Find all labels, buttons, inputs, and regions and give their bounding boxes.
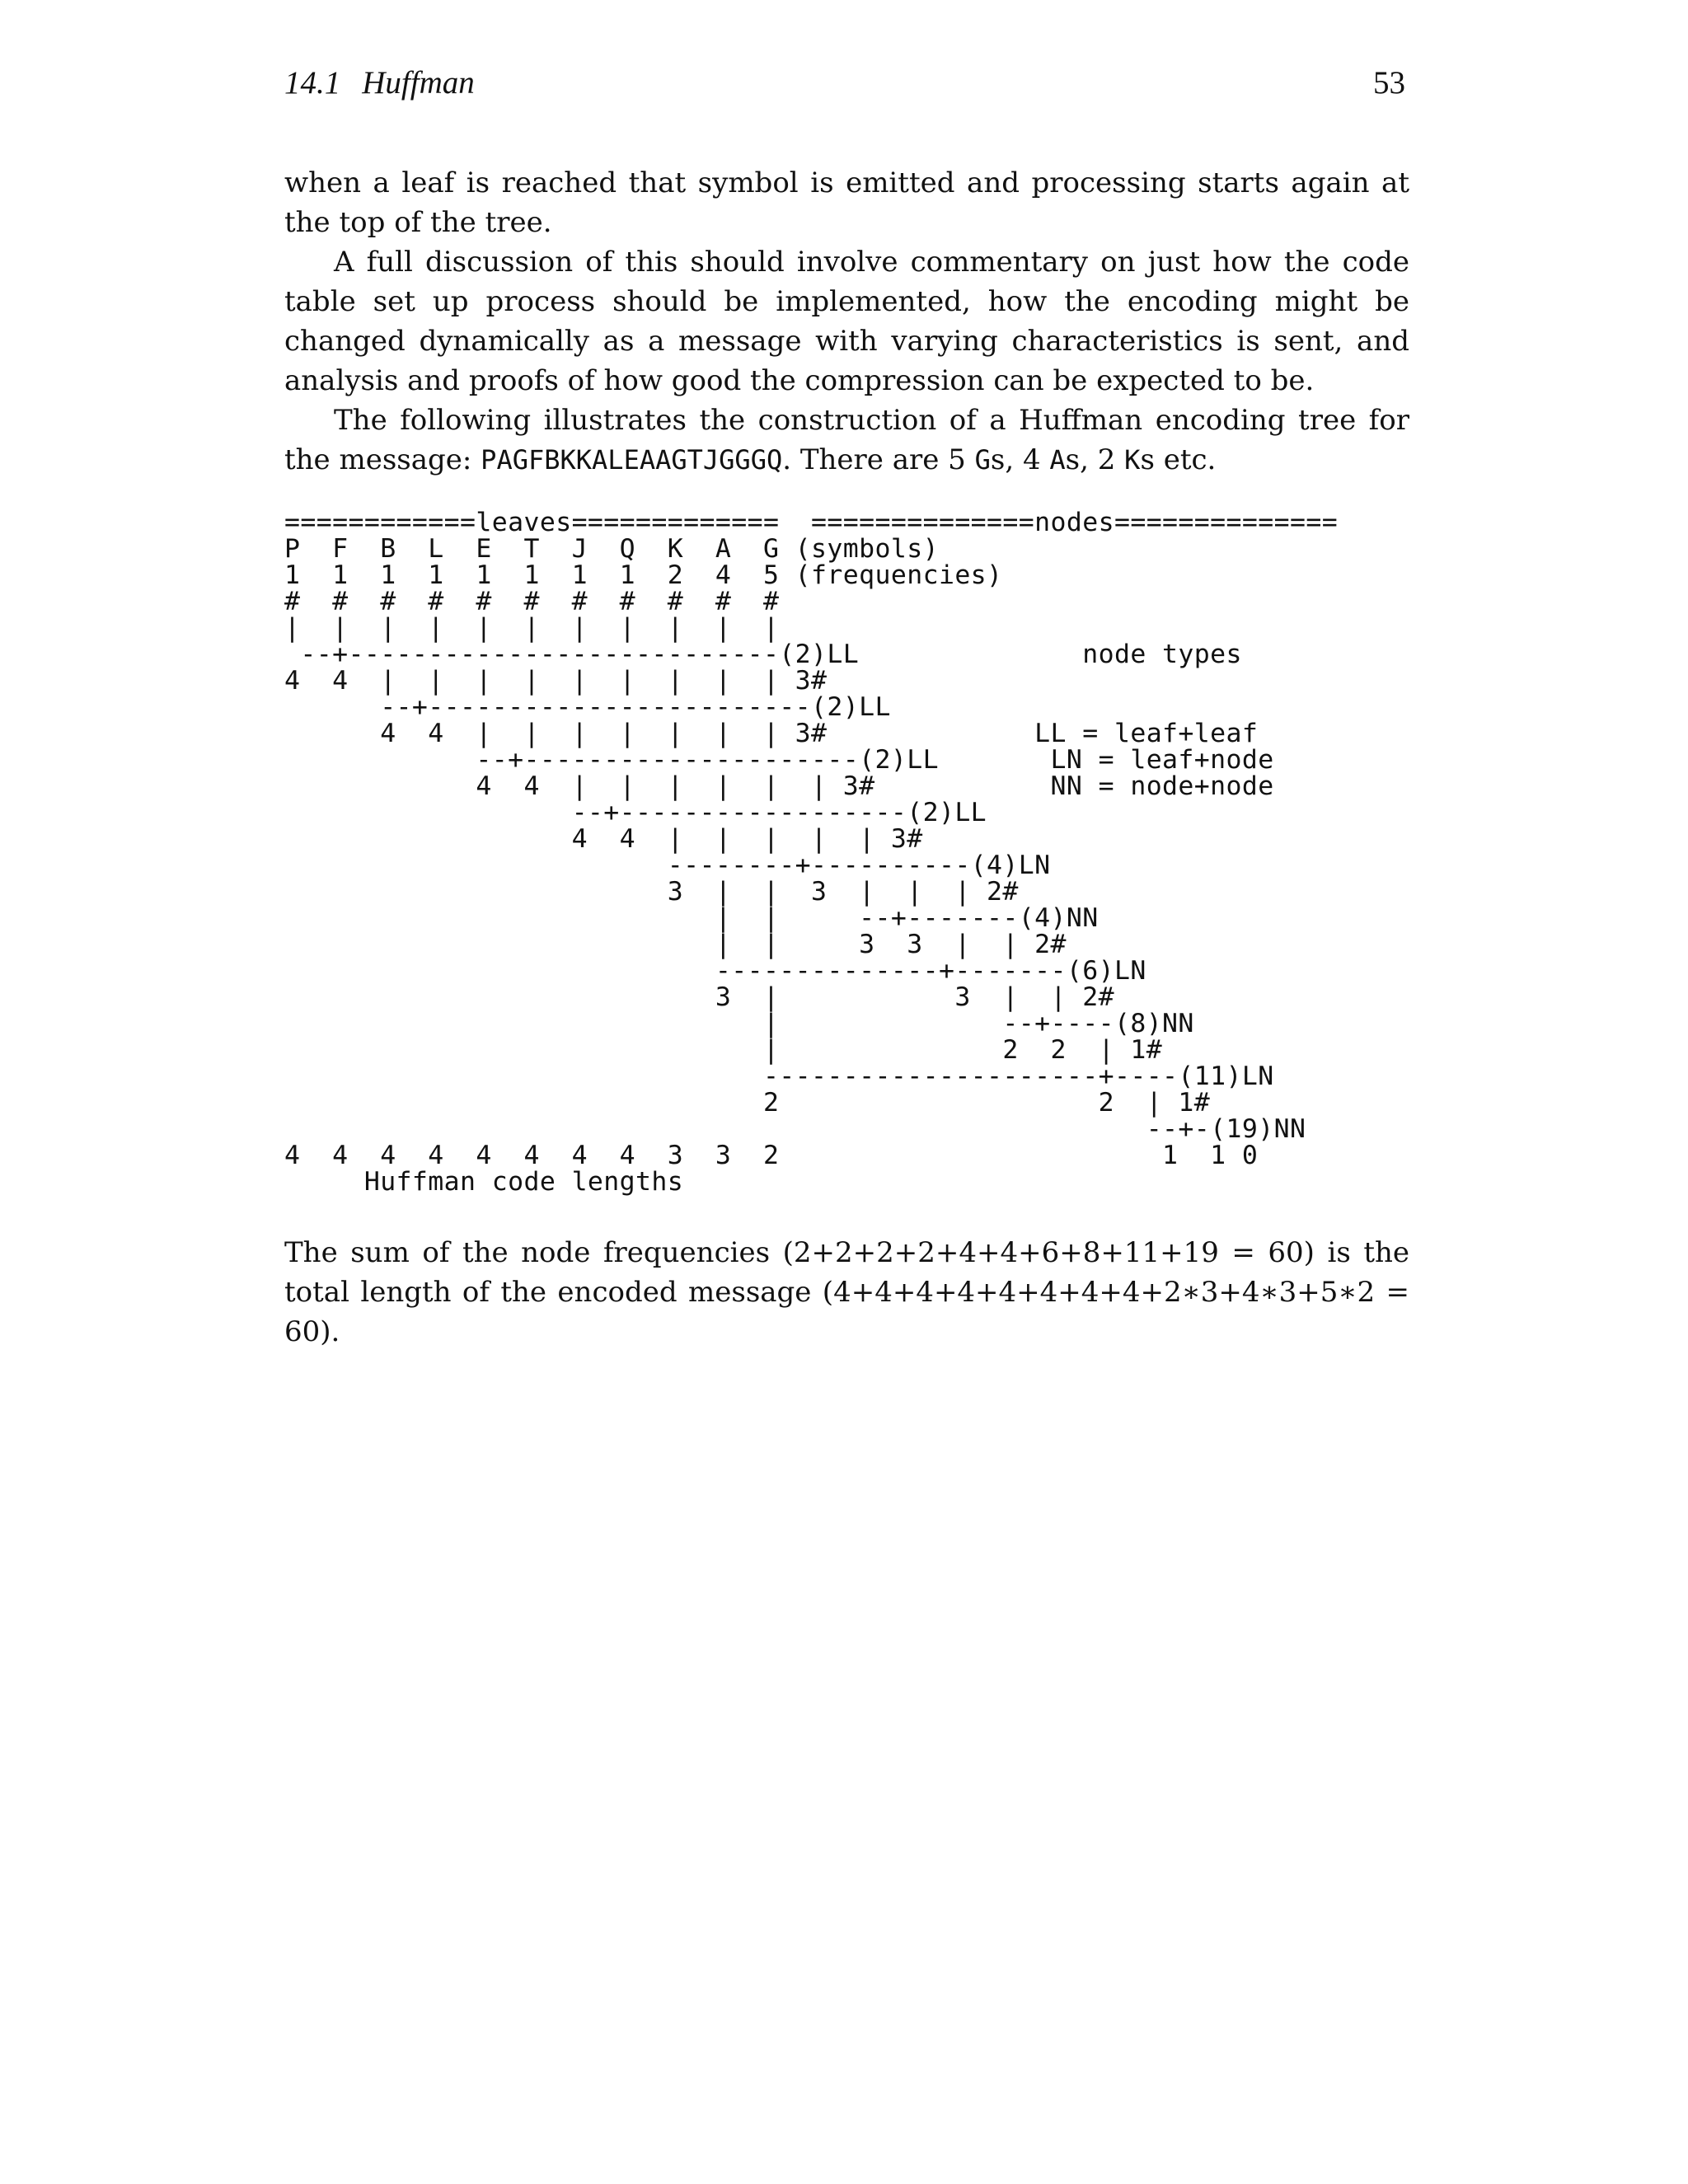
running-head: [284, 64, 475, 102]
diagram-line: | 2 2 | 1#: [284, 1035, 1163, 1065]
illustration-intro: The following illustrates the construction of a Huffman encoding tree for the message:: [284, 404, 1409, 476]
example-message: PAGFBKKALEAAGTJGGGQ: [481, 444, 783, 476]
diagram-line: --+---------------------(2)LL LN = leaf+node: [284, 745, 1274, 775]
symbol-k: K: [1124, 444, 1141, 476]
symbol-a: A: [1049, 444, 1066, 476]
diagram-line: | | | | | | | | | | |: [284, 613, 780, 643]
diagram-line: 4 4 4 4 4 4 4 4 3 3 2 1 1 0: [284, 1141, 1259, 1170]
diagram-line: 4 4 | | | | | | | | | 3#: [284, 666, 828, 696]
diagram-line: --------+----------(4)LN: [284, 851, 1051, 880]
section-title: Huffman: [362, 65, 475, 101]
diagram-line: P F B L E T J Q K A G (symbols): [284, 534, 939, 564]
diagram-line: 3 | | 3 | | | 2#: [284, 877, 1019, 907]
diagram-line: 3 | 3 | | 2#: [284, 982, 1114, 1012]
diagram-line: | | --+-------(4)NN: [284, 903, 1099, 933]
closing-text: [284, 1233, 1409, 1352]
diagram-line: --+---------------------------(2)LL node types: [284, 640, 1242, 669]
paragraph-illustration: [284, 401, 1409, 480]
paragraph-summary: The sum of the node frequencies (2+2+2+2+4+4+6+8+11+19 = 60) is the total length of the encoded message (4+4+4+4+4+4+4+4+2∗3+4∗3+5∗2 = 60).: [284, 1236, 1409, 1348]
diagram-line: | --+----(8)NN: [284, 1009, 1194, 1038]
diagram-line: --+------------------(2)LL: [284, 798, 987, 827]
symbol-g: G: [974, 444, 991, 476]
diagram-line: --------------+-------(6)LN: [284, 956, 1146, 986]
diagram-line: | | 3 3 | | 2#: [284, 930, 1067, 959]
illustration-text-3: s, 2: [1065, 443, 1125, 476]
diagram-line: --+-(19)NN: [284, 1114, 1306, 1144]
diagram-line: 4 4 | | | | | | | 3# LL = leaf+leaf: [284, 719, 1259, 748]
body-text: [284, 163, 1409, 480]
illustration-text-4: s etc.: [1140, 443, 1217, 476]
diagram-line: 2 2 | 1#: [284, 1088, 1211, 1118]
diagram-line: ============leaves============= ==============nodes==============: [284, 508, 1339, 537]
diagram-line: ---------------------+----(11)LN: [284, 1062, 1274, 1091]
illustration-text-2: s, 4: [990, 443, 1050, 476]
diagram-line: Huffman code lengths: [284, 1167, 684, 1197]
page-number: 53: [1373, 65, 1405, 101]
diagram-line: 4 4 | | | | | | 3# NN = node+node: [284, 771, 1274, 801]
illustration-text-1: . There are 5: [782, 443, 975, 476]
paragraph-continuation: when a leaf is reached that symbol is emitted and processing starts again at the top of the tree.: [284, 166, 1409, 239]
section-number: 14.1: [284, 65, 341, 101]
diagram-line: --+------------------------(2)LL: [284, 692, 1051, 722]
diagram-line: 4 4 | | | | | 3#: [284, 824, 923, 854]
diagram-line: 1 1 1 1 1 1 1 1 2 4 5 (frequencies): [284, 560, 1003, 590]
huffman-tree-diagram: [284, 509, 1338, 1195]
paragraph-discussion: A full discussion of this should involve commentary on just how the code table set up process should be implemented, how the encoding might be changed dynamically as a message with varying characteristics is sent, and analysis and proofs of how good the compression can be expected to be.: [284, 246, 1409, 397]
diagram-line: # # # # # # # # # # #: [284, 587, 780, 616]
